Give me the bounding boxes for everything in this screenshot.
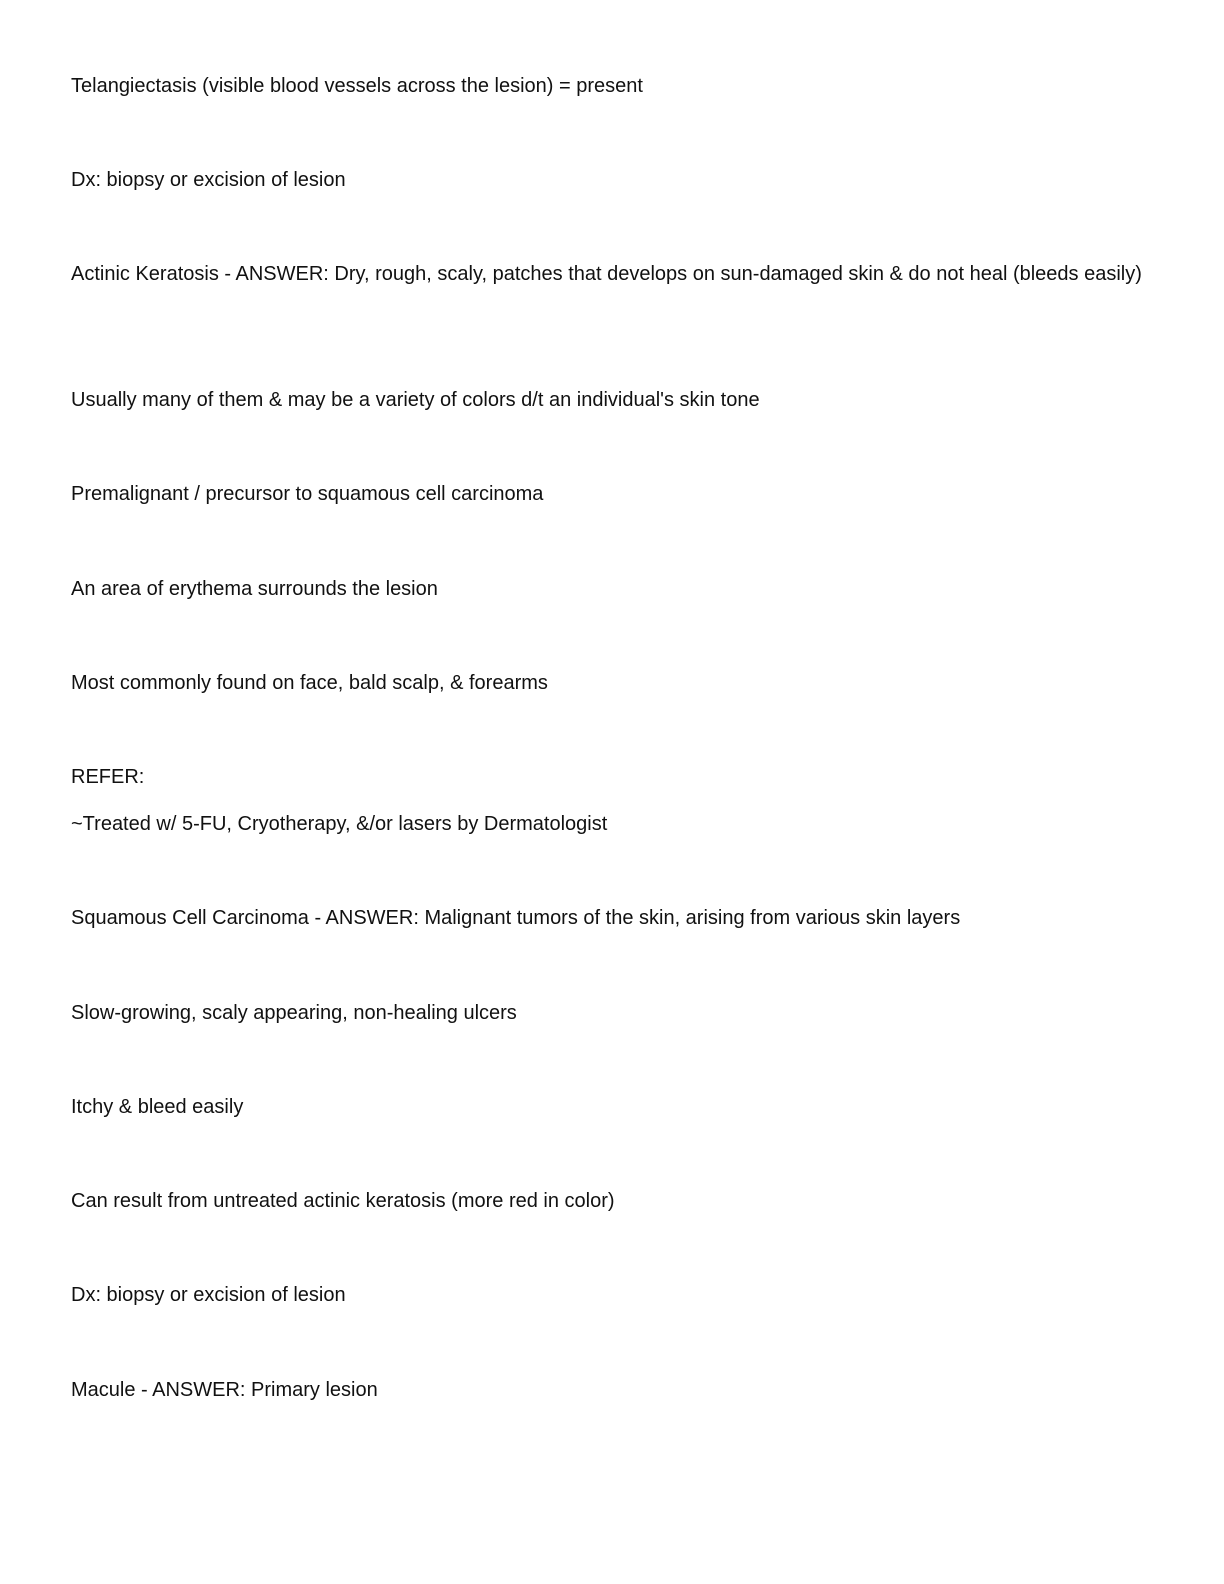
text-line: REFER: [71,766,145,788]
text-line: Telangiectasis (visible blood vessels across the lesion) = present [71,75,643,97]
text-line: Macule - ANSWER: Primary lesion [71,1379,378,1401]
text-line: Itchy & bleed easily [71,1096,244,1118]
text-line: Squamous Cell Carcinoma - ANSWER: Malignant tumors of the skin, arising from various skin layers [71,907,961,929]
text-line: Premalignant / precursor to squamous cell carcinoma [71,483,544,505]
text-line: Can result from untreated actinic keratosis (more red in color) [71,1190,615,1212]
text-line: Slow-growing, scaly appearing, non-healing ulcers [71,1002,517,1024]
text-line: Dx: biopsy or excision of lesion [71,1284,346,1306]
text-line: Actinic Keratosis - ANSWER: Dry, rough, scaly, patches that develops on sun-damaged skin & do not heal (bleeds easily) [71,263,1142,285]
text-line: Dx: biopsy or excision of lesion [71,169,346,191]
text-line: Most commonly found on face, bald scalp, & forearms [71,672,548,694]
text-line: ~Treated w/ 5-FU, Cryotherapy, &/or lasers by Dermatologist [71,813,608,835]
text-line: Usually many of them & may be a variety of colors d/t an individual's skin tone [71,389,760,411]
text-line: An area of erythema surrounds the lesion [71,578,438,600]
